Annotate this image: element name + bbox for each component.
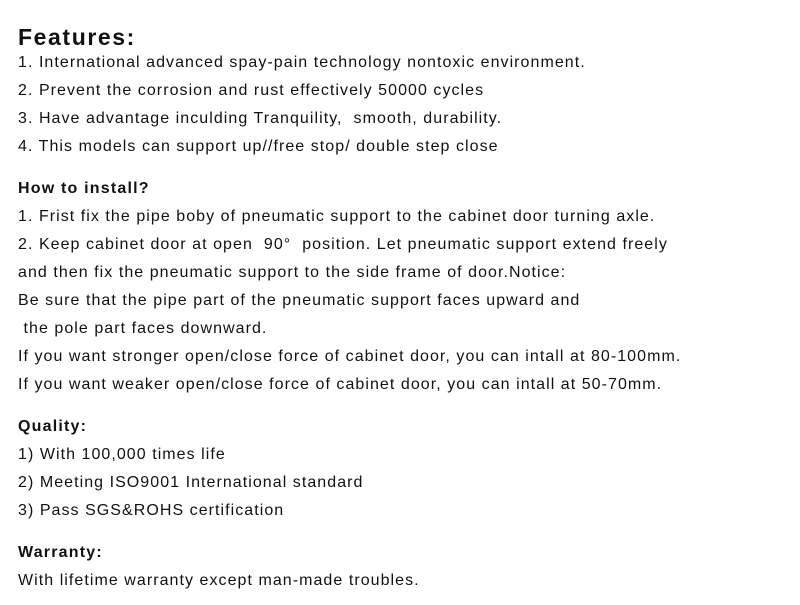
install-title: How to install? — [18, 180, 150, 197]
feature-item: 3. Have advantage inculding Tranquility, smooth, durability. — [18, 110, 503, 127]
feature-item: 4. This models can support up//free stop/ double step close — [18, 138, 499, 155]
section-gap — [18, 161, 793, 175]
feature-item: 1. International advanced spay-pain technology nontoxic environment. — [18, 54, 586, 71]
section-gap — [18, 525, 793, 539]
section-gap — [18, 399, 793, 413]
quality-item: 1) With 100,000 times life — [18, 446, 226, 463]
features-section — [18, 22, 793, 161]
install-section — [18, 175, 793, 399]
install-line: If you want weaker open/close force of cabinet door, you can intall at 50-70mm. — [18, 376, 663, 393]
quality-section — [18, 413, 793, 525]
features-list — [18, 49, 793, 161]
install-line: the pole part faces downward. — [18, 320, 268, 337]
quality-title: Quality: — [18, 418, 88, 435]
install-line: Be sure that the pipe part of the pneumatic support faces upward and — [18, 292, 581, 309]
install-line: If you want stronger open/close force of cabinet door, you can intall at 80-100mm. — [18, 348, 682, 365]
install-line: and then fix the pneumatic support to the side frame of door.Notice: — [18, 264, 567, 281]
feature-item: 2. Prevent the corrosion and rust effectively 50000 cycles — [18, 82, 485, 99]
quality-item: 3) Pass SGS&ROHS certification — [18, 502, 285, 519]
warranty-title: Warranty: — [18, 544, 103, 561]
warranty-text: With lifetime warranty except man-made troubles. — [18, 572, 420, 589]
product-description — [18, 22, 793, 595]
install-line: 1. Frist fix the pipe boby of pneumatic support to the cabinet door turning axle. — [18, 208, 656, 225]
features-title: Features: — [18, 24, 136, 50]
warranty-section — [18, 539, 793, 595]
install-line: 2. Keep cabinet door at open 90° position. Let pneumatic support extend freely — [18, 236, 668, 253]
quality-item: 2) Meeting ISO9001 International standard — [18, 474, 364, 491]
